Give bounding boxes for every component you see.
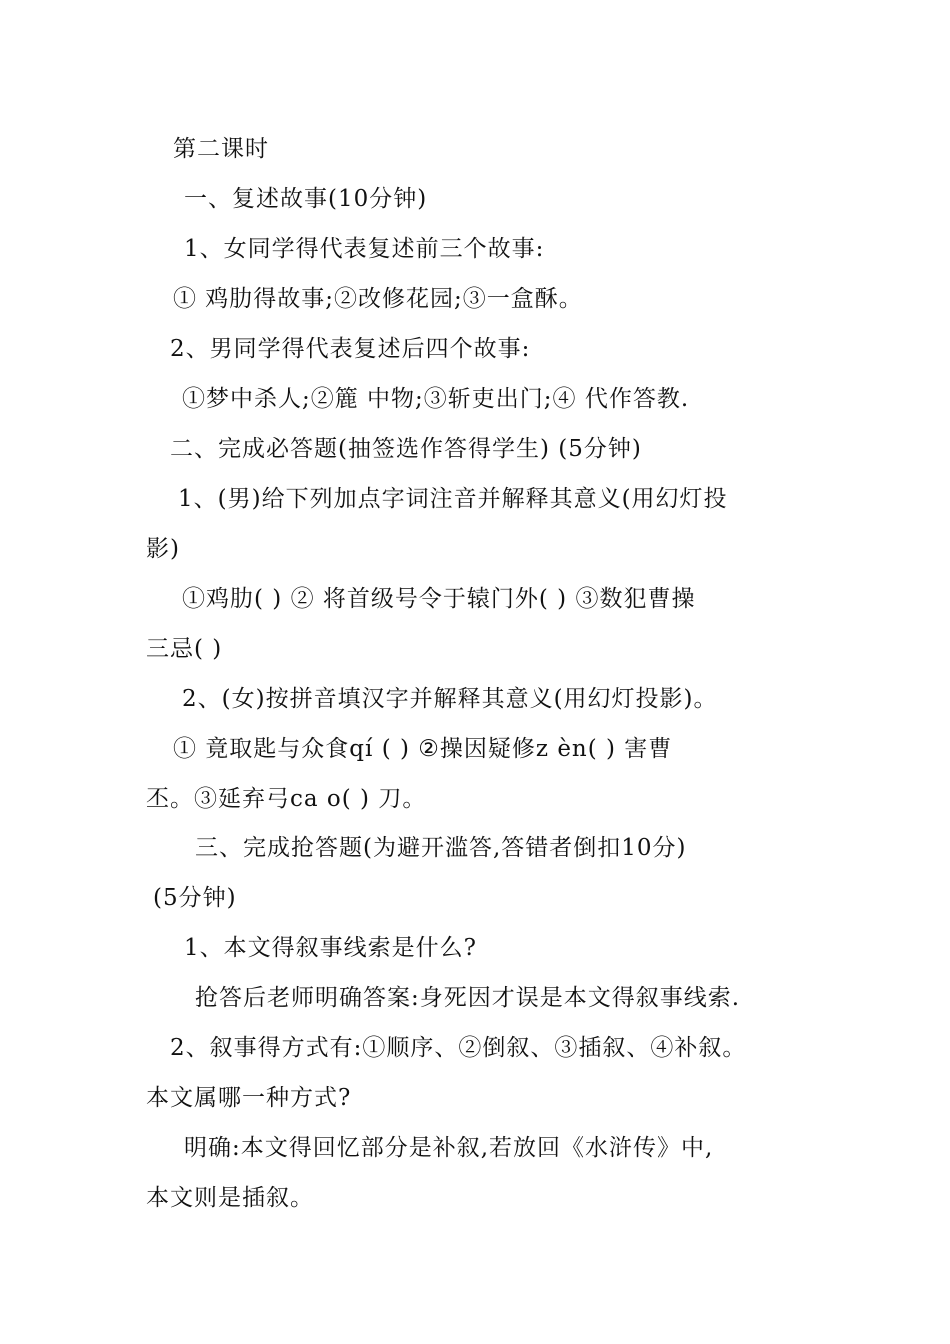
paragraph-line: ①鸡肋( ) ② 将首级号令于辕门外( ) ③数犯曹操: [182, 586, 696, 612]
paragraph-line: 1、(男)给下列加点字词注音并解释其意义(用幻灯投: [178, 486, 728, 512]
paragraph-line: 本文则是插叙。: [146, 1185, 314, 1211]
paragraph-line: 明确:本文得回忆部分是补叙,若放回《水浒传》中,: [184, 1135, 714, 1161]
paragraph-line: 影): [146, 536, 180, 562]
paragraph-line: 2、男同学得代表复述后四个故事:: [170, 336, 531, 362]
lesson-heading: 第二课时: [173, 136, 269, 162]
paragraph-line: 2、叙事得方式有:①顺序、②倒叙、③插叙、④补叙。: [170, 1035, 747, 1061]
paragraph-line: 1、本文得叙事线索是什么?: [184, 935, 477, 961]
section-two-heading: 二、完成必答题(抽签选作答得学生) (5分钟): [170, 436, 642, 462]
paragraph-line: 本文属哪一种方式?: [146, 1085, 352, 1111]
paragraph-line: ① 鸡肋得故事;②改修花园;③一盒酥。: [173, 286, 583, 312]
paragraph-line: 三忌( ): [146, 636, 223, 662]
paragraph-line: ① 竟取匙与众食qí ( ) ②操因疑修z èn( ) 害曹: [173, 736, 673, 762]
section-one-heading: 一、复述故事(10分钟): [184, 186, 428, 212]
paragraph-line: 抢答后老师明确答案:身死因才误是本文得叙事线索.: [195, 985, 741, 1011]
paragraph-line: (5分钟): [153, 885, 237, 911]
paragraph-line: 丕。③延弃弓ca o( ) 刀。: [146, 786, 427, 812]
paragraph-line: ①梦中杀人;②簏 中物;③斩吏出门;④ 代作答教.: [182, 386, 690, 412]
paragraph-line: 1、女同学得代表复述前三个故事:: [184, 236, 545, 262]
section-three-heading: 三、完成抢答题(为避开滥答,答错者倒扣10分): [195, 835, 687, 861]
paragraph-line: 2、(女)按拼音填汉字并解释其意义(用幻灯投影)。: [182, 686, 718, 712]
